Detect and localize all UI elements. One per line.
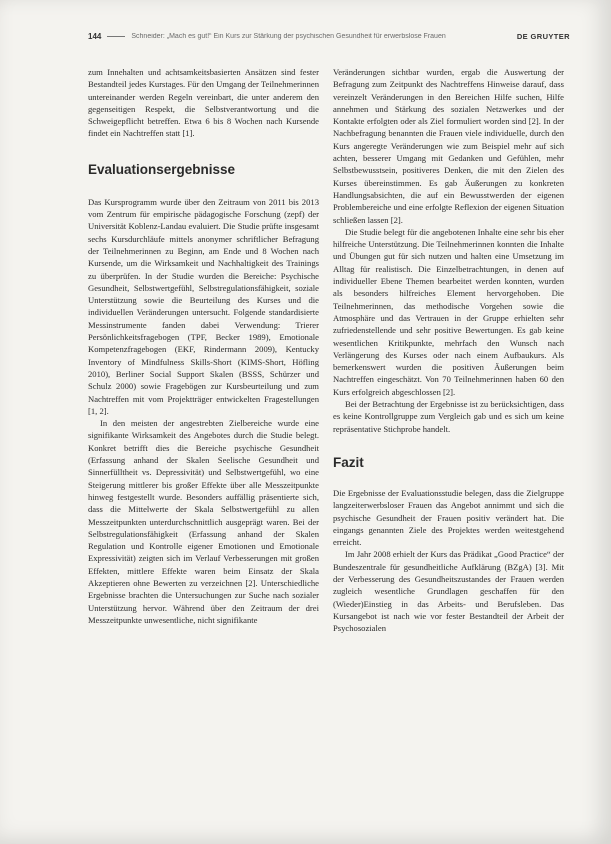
- page-number: 144: [88, 31, 102, 41]
- section-heading-fazit: Fazit: [333, 454, 364, 470]
- evaluation-paragraph-1: Das Kursprogramm wurde über den Zeitraum von 2011 bis 2013 vom Zentrum für empirische pädagogische Forschung (zepf) der Universität Koblenz-Landau evaluiert. Die Studie prüfte insgesamt sechs Kursdurchläufe mittels anonymer schriftlicher Befragung der Teilnehmerinnen zu Beginn, am Ende und 8 Wochen nach Kursende, um die Wirksamkeit und Nachhaltigkeit des Trainings zu überprüfen. In der Studie wurden die Bereiche: Psychische Gesundheit, Selbstwertgefühl, Selbstregulationsfähigkeit, soziale Unterstützung sowie die Beurteilung des Kurses und die individuellen Veränderungen untersucht. Folgende standardisierte Messinstrumente fanden dabei Verwendung: Trierer Persönlichkeitsfragebogen (TPF, Becker 1989), Emotionale Kompetenzfragebogen (EKF, Rindermann 2009), Kentucky Inventory of Mindfulness Skills-Short (KIMS-Short, Höfling 2010), Berliner Social Support Skalen (BSSS, Schürzer und Schulz 2000) sowie Fragebögen zur Kursbeurteilung und zum Nachtreffen mit vom Projektträger entwickelten Fragestellungen [1, 2].: [88, 196, 319, 416]
- header-rule: [107, 36, 125, 37]
- left-column: [88, 66, 319, 626]
- results-paragraph-2: Die Studie belegt für die angebotenen Inhalte eine sehr bis eher hilfreiche Unterstützung. Die Teilnehmerinnen konnten die Inhalte und Übungen gut für sich nutzen und halten eine Umsetzung im Alltag für realistisch. Die Einzelbetrachtungen, in denen auf individueller Ebene Themen bearbeitet werden konnten, wurden als besonders hilfreiches Element hervorgehoben. Die Teilnehmerinnen, das methodische Vorgehen sowie die Atmosphäre und das Vertrauen in der Gruppe erhielten sehr zufriedenstellende und sehr positive Bewertungen. Es gab keine wesentlichen Kritikpunkte, mehrfach den Wunsch nach Verlängerung des Kurses oder nach einem Aufbaukurs. Als bemerkenswert wurden die positiven Äußerungen beim Nachtreffen eingeschätzt. Von 70 Teilnehmerinnen haben 60 den Kurs erfolgreich abgeschlossen [2].: [333, 226, 564, 397]
- running-header: [88, 30, 570, 42]
- evaluation-paragraph-2: In den meisten der angestrebten Zielbereiche wurde eine signifikante Wirksamkeit des Angebotes durch die Studie belegt. Konkret betrifft dies die Bereiche psychische Gesundheit (Erfassung anhand der Skalen Seelische Gesundheit und Sinnerfülltheit vs. Depressivität) und Selbstwertgefühl, wo eine Steigerung mittlerer bis großer Effekte über alle Messzeitpunkte hinweg festgestellt wurde. Besonders auffällig präsentierte sich, dass die Mittelwerte der Skala Selbstwertgefühl zu allen Messzeitpunkten unterdurchschnittlich ausgeprägt waren. Bei der Selbstregulationsfähigkeit (Erfassung anhand der Skalen Regulation und Kontrolle eigener Emotionen und Emotionale Expressivität) zeigten sich im Verlauf Verbesserungen mit großen Effekten, mittlere Effekte waren beim Einsatz der Skala Akzeptieren ohne Bewerten zu verzeichnen [2]. Unterschiedliche Ergebnisse brachten die Untersuchungen zur Suche nach sozialer Unterstützung hervor. Während über den Zeitraum der drei Messzeitpunkte unwesentliche, nicht signifikante: [88, 418, 319, 625]
- results-paragraph-1: Veränderungen sichtbar wurden, ergab die Auswertung der Befragung zum Zeitpunkt des Nachtreffens Hinweise darauf, dass vereinzelt Veränderungen in den Bereichen Hilfe suchen, Hilfe annehmen und Stärkung des sozialen Netzwerkes und der Kontakte erfolgten oder als Ziel formuliert worden sind [2]. In der Nachbefragung benannten die Frauen viele individuelle, durch den Kurs angeregte Veränderungen wie zum Beispiel mehr auf sich achten, besserer Umgang mit Gedanken und Gefühlen, mehr Selbstbewusstsein, positiveres Denken, die mit den Zielen des Kurses übereinstimmen. Es gab Äußerungen zu konkreten Handlungsabsichten, die auf ein Bewusstwerden der eigenen Problembereiche und eine erfolgte Reflexion der eigenen Situation schließen lassen [2].: [333, 67, 564, 225]
- intro-paragraph: zum Innehalten und achtsamkeitsbasierten Ansätzen sind fester Bestandteil jedes Kurstages. Für den Umgang der Teilnehmerinnen untereinander werden Regeln vereinbart, die unter anderem den gegenseitigen Respekt, die Selbstverantwortung und die Schweigepflicht betreffen. Etwa 6 bis 8 Wochen nach Kursende findet ein Nachtreffen statt [1].: [88, 67, 319, 139]
- right-column: [333, 66, 564, 634]
- results-paragraph-3: Bei der Betrachtung der Ergebnisse ist zu berücksichtigen, dass es keine Kontrollgruppe zum Vergleich gab und es sich um keine repräsentative Stichprobe handelt.: [333, 399, 564, 434]
- fazit-paragraph-1: Die Ergebnisse der Evaluationsstudie belegen, dass die Zielgruppe langzeiterwerbsloser Frauen das Angebot annimmt und sich die psychische Gesundheit der Frauen positiv verändert hat. Die eingangs genannten Ziele des Projektes werden weitestgehend erreicht.: [333, 487, 564, 548]
- publisher-logo-text: DE GRUYTER: [516, 31, 570, 41]
- fazit-paragraph-2: Im Jahr 2008 erhielt der Kurs das Prädikat „Good Practice“ der Bundeszentrale für gesundheitliche Aufklärung (BZgA) [3]. Mit der Verbesserung des Gesundheitszustandes der Frauen werden zugleich wesentliche Grundlagen geschaffen für den (Wieder)Einstieg in das Arbeits- und Berufsleben. Das Kursangebot ist nach wie vor fester Bestandteil der Arbeit der Psychosozialen: [333, 549, 564, 634]
- running-title: Schneider: „Mach es gut!“ Ein Kurs zur Stärkung der psychischen Gesundheit für erwerbslose Frauen: [131, 32, 446, 40]
- section-heading-evaluation: Evaluationsergebnisse: [88, 161, 236, 177]
